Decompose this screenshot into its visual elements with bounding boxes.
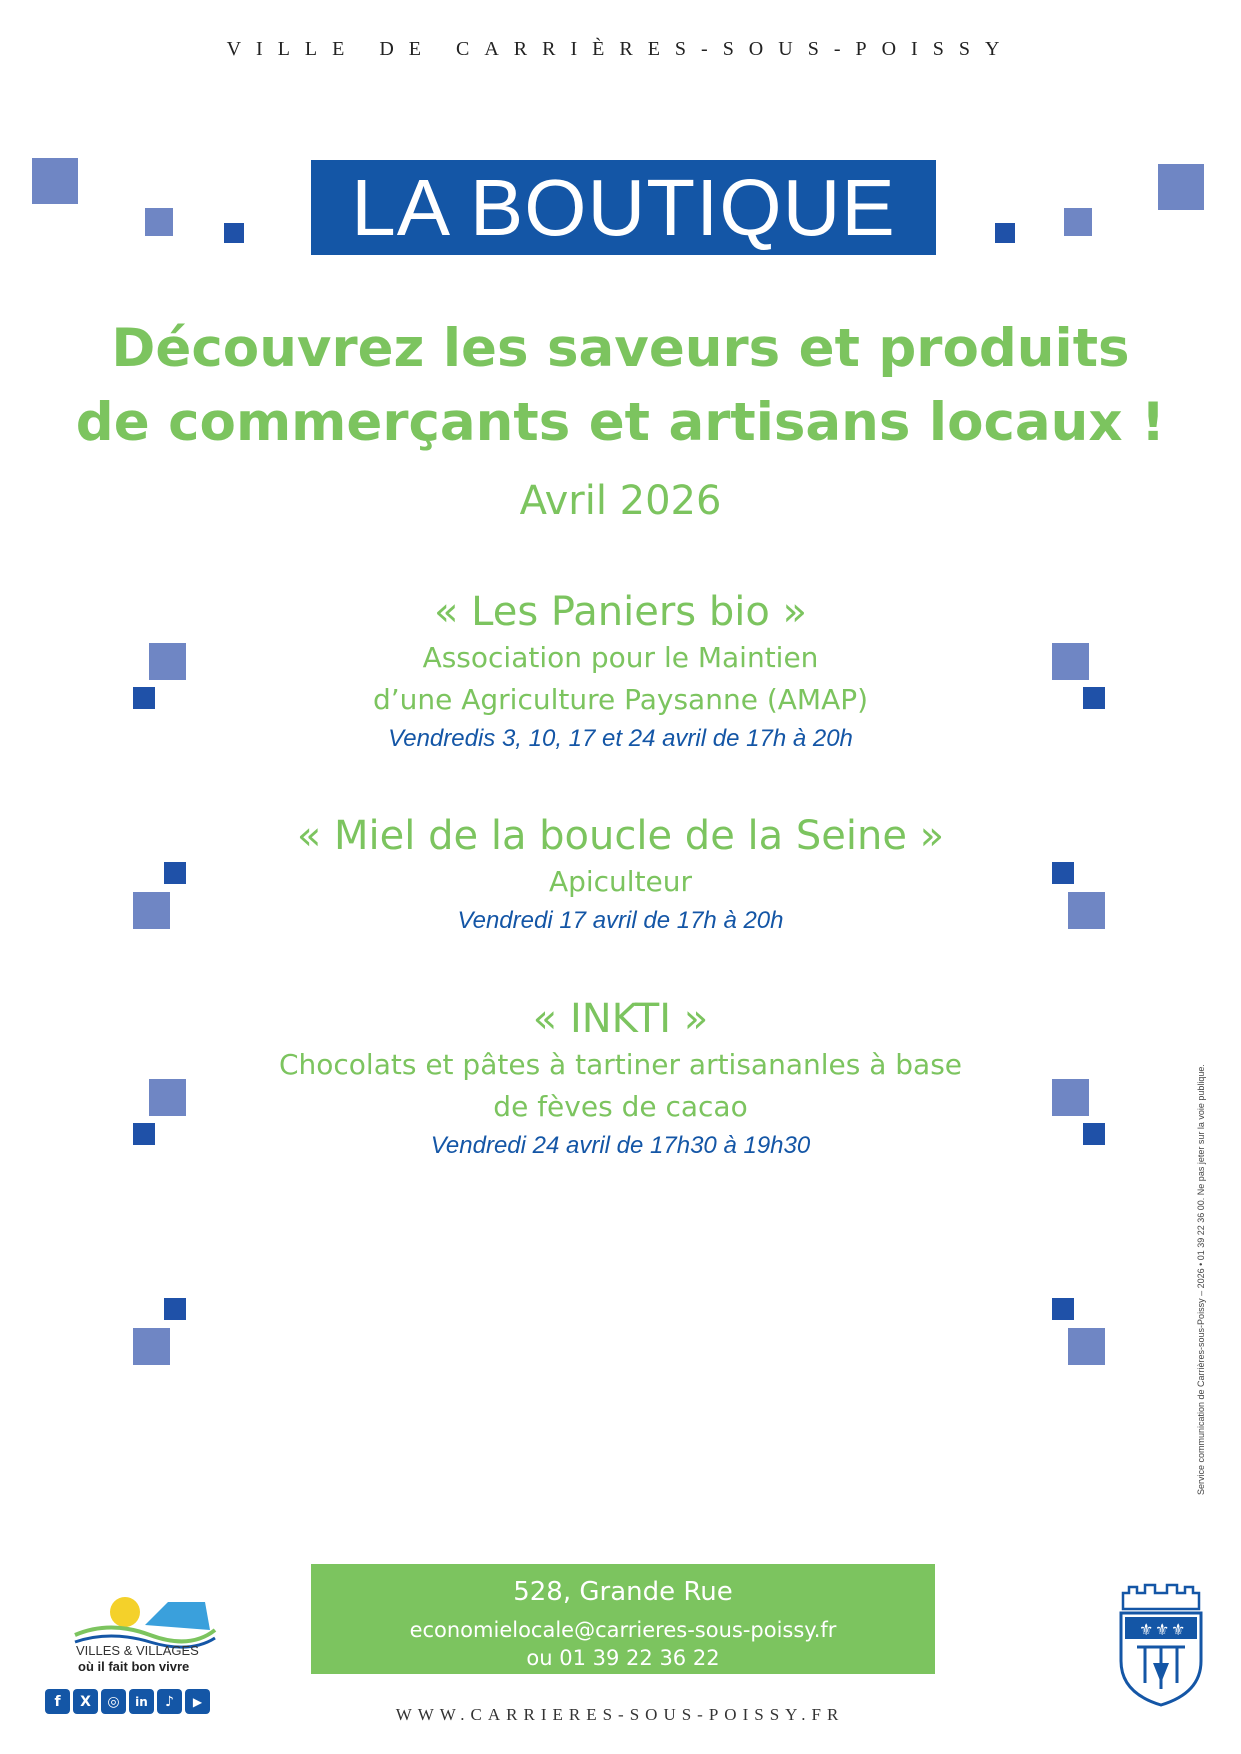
- decor-square: [1052, 643, 1089, 680]
- x-icon[interactable]: X: [73, 1689, 98, 1714]
- logo-text-line1: VILLES & VILLAGES: [76, 1643, 199, 1658]
- credit-text: Service communication de Carrières-sous-Poissy – 2026 • 01 39 22 36 00. Ne pas jeter sur la voie publique.: [1196, 1064, 1206, 1495]
- social-icons: [45, 1689, 210, 1714]
- decor-square: [1068, 892, 1105, 929]
- decor-square: [133, 1123, 155, 1145]
- event-title: « INKTI »: [532, 996, 709, 1042]
- youtube-icon[interactable]: ▶: [185, 1689, 210, 1714]
- decor-square: [224, 223, 244, 243]
- decor-square: [164, 862, 186, 884]
- event-subtitle: Association pour le Maintien: [422, 641, 819, 674]
- decor-square: [164, 1298, 186, 1320]
- decor-square: [133, 1328, 170, 1365]
- headline-line1: Découvrez les saveurs et produits: [111, 318, 1130, 379]
- decor-square: [149, 1079, 186, 1116]
- city-crest-icon: [1115, 1583, 1207, 1709]
- headline-line2: de commerçants et artisans locaux !: [75, 392, 1166, 453]
- decor-square: [32, 158, 78, 204]
- event-title: « Les Paniers bio »: [433, 589, 807, 635]
- decor-square: [1052, 1079, 1089, 1116]
- decor-square: [1083, 1123, 1105, 1145]
- phone-number: ou 01 39 22 36 22: [526, 1646, 720, 1670]
- decor-square: [1064, 208, 1092, 236]
- event-subtitle: d’une Agriculture Paysanne (AMAP): [372, 683, 869, 716]
- tiktok-icon[interactable]: ♪: [157, 1689, 182, 1714]
- decor-square: [1068, 1328, 1105, 1365]
- svg-text:⚜: ⚜: [1155, 1620, 1170, 1639]
- event-subtitle: de fèves de cacao: [493, 1090, 748, 1123]
- website-link[interactable]: WWW.CARRIERES-SOUS-POISSY.FR: [395, 1705, 845, 1724]
- decor-square: [1083, 687, 1105, 709]
- decor-square: [145, 208, 173, 236]
- decor-square: [133, 892, 170, 929]
- svg-text:⚜: ⚜: [1139, 1620, 1154, 1639]
- city-header: VILLE DE CARRIÈRES-SOUS-POISSY: [226, 38, 1015, 60]
- decor-square: [133, 687, 155, 709]
- page-title: LA BOUTIQUE: [311, 160, 936, 255]
- event-date: Vendredis 3, 10, 17 et 24 avril de 17h à 20h: [388, 725, 853, 752]
- headline: [0, 312, 1241, 460]
- month-label: Avril 2026: [519, 478, 722, 524]
- linkedin-icon[interactable]: in: [129, 1689, 154, 1714]
- decor-square: [1052, 1298, 1074, 1320]
- event-title: « Miel de la boucle de la Seine »: [296, 813, 945, 859]
- decor-square: [1052, 862, 1074, 884]
- contact-box: [311, 1564, 935, 1674]
- svg-text:⚜: ⚜: [1171, 1620, 1186, 1639]
- facebook-icon[interactable]: f: [45, 1689, 70, 1714]
- event-subtitle: Chocolats et pâtes à tartiner artisananles à base: [278, 1048, 963, 1081]
- event-date: Vendredi 17 avril de 17h à 20h: [457, 907, 784, 934]
- decor-square: [149, 643, 186, 680]
- decor-square: [995, 223, 1015, 243]
- event-subtitle: Apiculteur: [548, 865, 693, 898]
- event-date: Vendredi 24 avril de 17h30 à 19h30: [430, 1132, 811, 1159]
- email-link[interactable]: economielocale@carrieres-sous-poissy.fr: [409, 1618, 837, 1642]
- decor-square: [1158, 164, 1204, 210]
- instagram-icon[interactable]: ◎: [101, 1689, 126, 1714]
- logo-text-line2: où il fait bon vivre: [78, 1659, 190, 1674]
- address: 528, Grande Rue: [513, 1577, 733, 1607]
